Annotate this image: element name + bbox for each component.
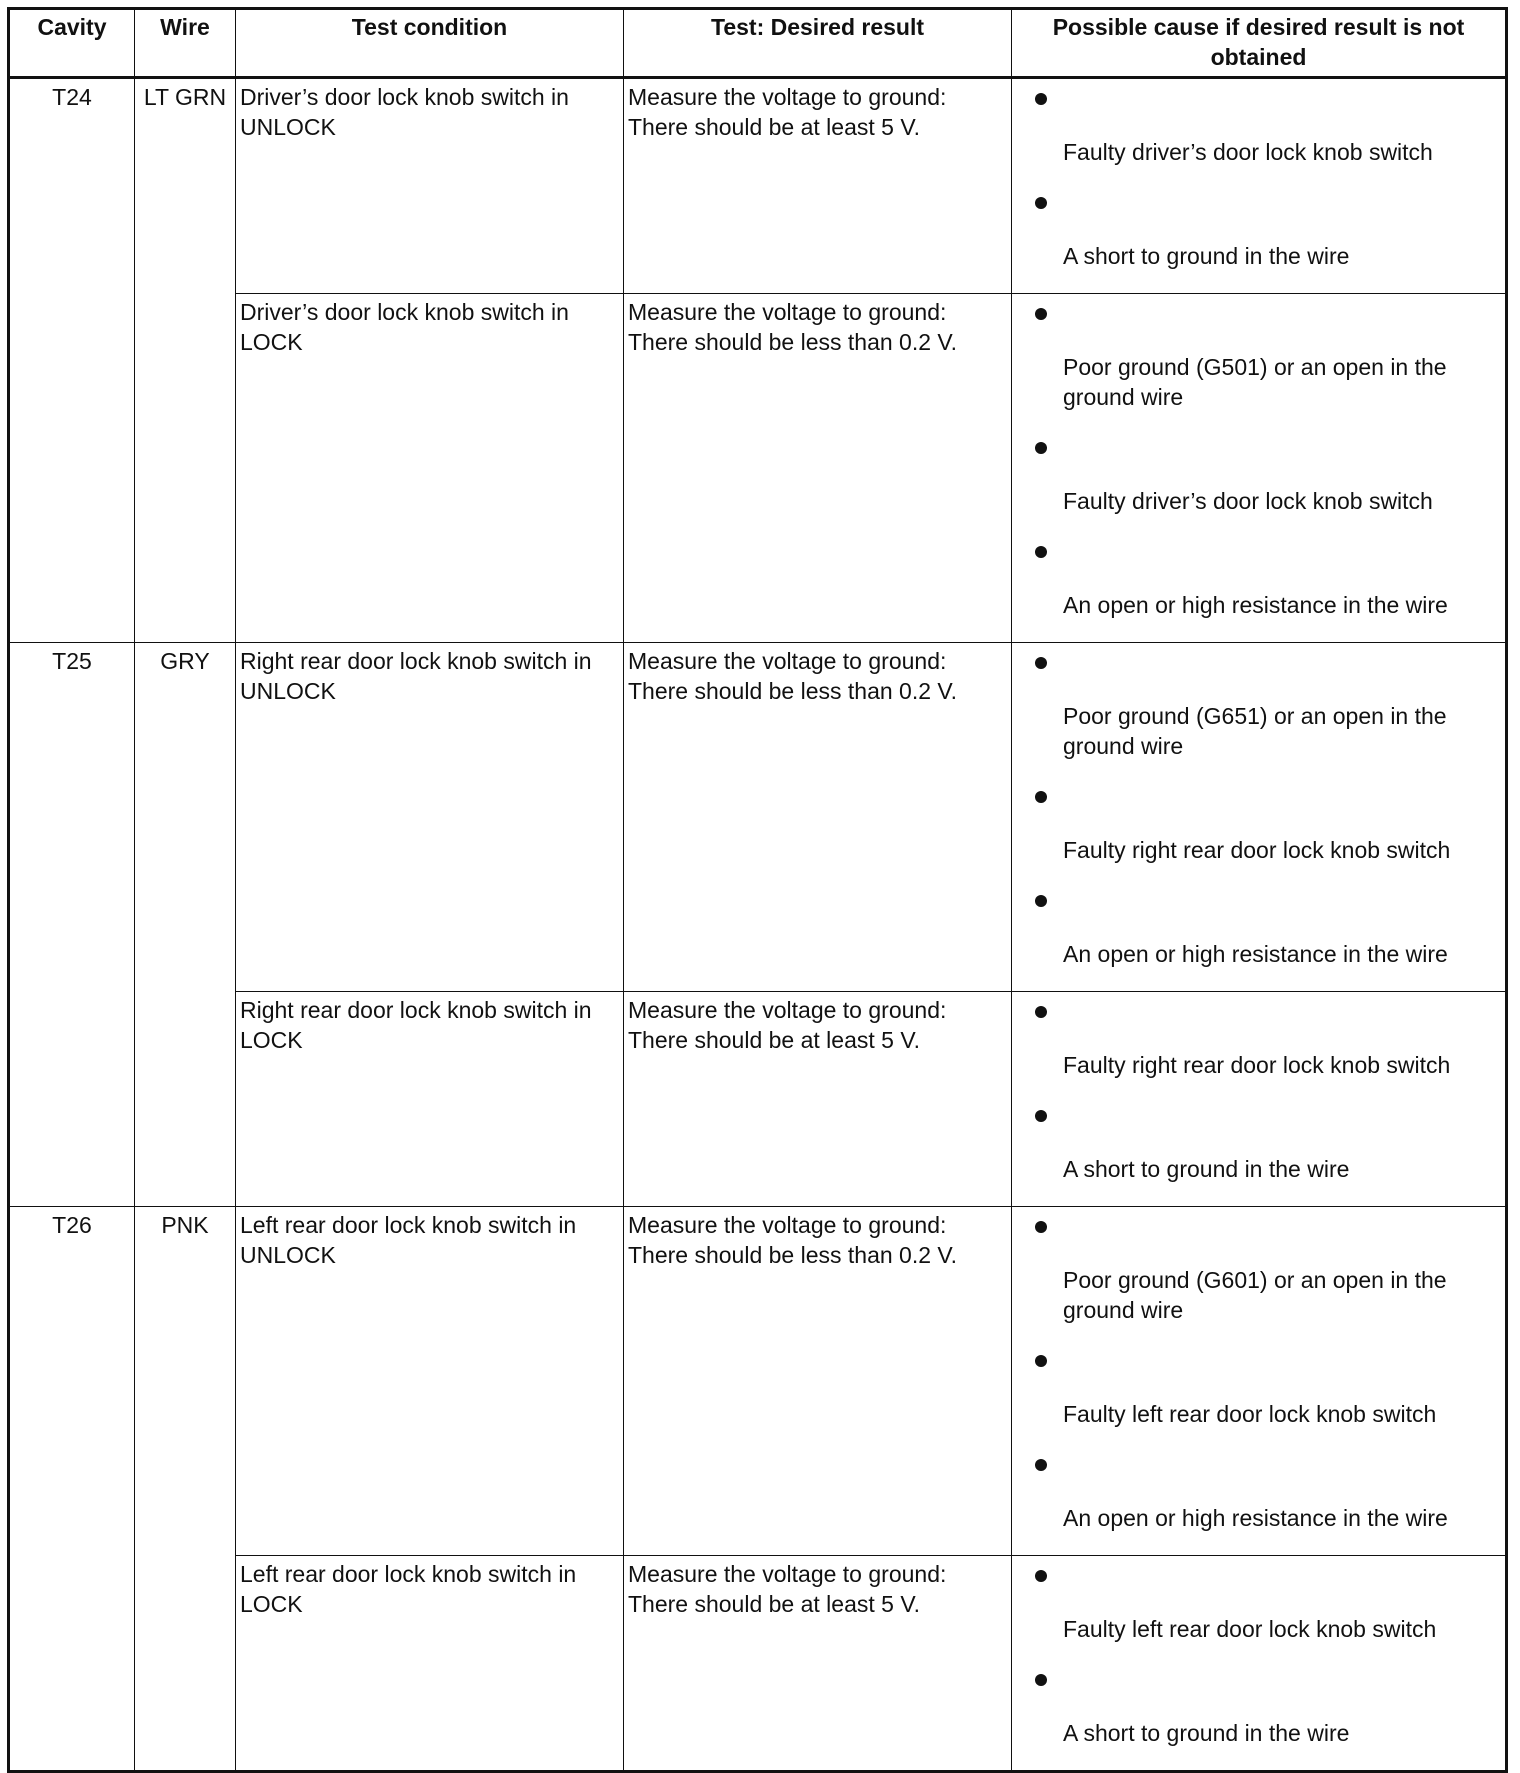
desired-result-cell — [624, 1556, 1012, 1772]
cavity-cell: T26 — [9, 1207, 135, 1772]
result-expected: There should be less than 0.2 V. — [628, 329, 958, 355]
desired-result-cell — [624, 78, 1012, 294]
cavity-cell: T24 — [9, 78, 135, 643]
bullet-icon — [1032, 887, 1495, 913]
cause-item: An open or high resistance in the wire — [1032, 1451, 1495, 1533]
wire-cell: PNK — [135, 1207, 236, 1772]
header-wire: Wire — [135, 9, 236, 78]
cause-item: An open or high resistance in the wire — [1032, 887, 1495, 969]
result-expected: There should be at least 5 V. — [628, 114, 920, 140]
bullet-icon — [1032, 300, 1495, 326]
cause-item: Faulty left rear door lock knob switch — [1032, 1347, 1495, 1429]
bullet-icon — [1032, 189, 1495, 215]
bullet-icon — [1032, 1666, 1495, 1692]
desired-result-cell — [624, 643, 1012, 992]
result-expected: There should be at least 5 V. — [628, 1591, 920, 1617]
possible-cause-cell — [1012, 1556, 1507, 1772]
possible-cause-cell — [1012, 992, 1507, 1207]
cause-item: Poor ground (G501) or an open in the ground wire — [1032, 300, 1495, 412]
test-condition-cell: Left rear door lock knob switch in UNLOCK — [236, 1207, 624, 1556]
bullet-icon — [1032, 783, 1495, 809]
cause-item: Faulty driver’s door lock knob switch — [1032, 434, 1495, 516]
header-cavity: Cavity — [9, 9, 135, 78]
bullet-icon — [1032, 538, 1495, 564]
header-possible-cause: Possible cause if desired result is not obtained — [1012, 9, 1507, 78]
bullet-icon — [1032, 998, 1495, 1024]
cavity-cell: T25 — [9, 643, 135, 1207]
bullet-icon — [1032, 1102, 1495, 1128]
test-condition-cell: Driver’s door lock knob switch in UNLOCK — [236, 78, 624, 294]
possible-cause-cell — [1012, 1207, 1507, 1556]
result-expected: There should be less than 0.2 V. — [628, 1242, 958, 1268]
result-instruction: Measure the voltage to ground: — [628, 1212, 947, 1238]
desired-result-cell — [624, 294, 1012, 643]
test-condition-cell: Right rear door lock knob switch in UNLOCK — [236, 643, 624, 992]
cause-item: Faulty left rear door lock knob switch — [1032, 1562, 1495, 1644]
bullet-icon — [1032, 1347, 1495, 1373]
header-desired-result: Test: Desired result — [624, 9, 1012, 78]
result-instruction: Measure the voltage to ground: — [628, 299, 947, 325]
cause-item: Poor ground (G601) or an open in the ground wire — [1032, 1213, 1495, 1325]
cause-item: A short to ground in the wire — [1032, 1666, 1495, 1748]
table-row — [9, 1207, 1507, 1556]
bullet-icon — [1032, 85, 1495, 111]
cause-item: Poor ground (G651) or an open in the ground wire — [1032, 649, 1495, 761]
possible-cause-cell — [1012, 294, 1507, 643]
result-instruction: Measure the voltage to ground: — [628, 84, 947, 110]
cause-item: An open or high resistance in the wire — [1032, 538, 1495, 620]
test-condition-cell: Left rear door lock knob switch in LOCK — [236, 1556, 624, 1772]
wire-cell: GRY — [135, 643, 236, 1207]
result-instruction: Measure the voltage to ground: — [628, 997, 947, 1023]
header-test-condition: Test condition — [236, 9, 624, 78]
bullet-icon — [1032, 434, 1495, 460]
desired-result-cell — [624, 992, 1012, 1207]
result-expected: There should be less than 0.2 V. — [628, 678, 958, 704]
cause-item: Faulty right rear door lock knob switch — [1032, 998, 1495, 1080]
troubleshooting-table — [7, 7, 1508, 1773]
cause-item: A short to ground in the wire — [1032, 1102, 1495, 1184]
possible-cause-cell — [1012, 643, 1507, 992]
desired-result-cell — [624, 1207, 1012, 1556]
test-condition-cell: Right rear door lock knob switch in LOCK — [236, 992, 624, 1207]
table-row — [9, 78, 1507, 294]
bullet-icon — [1032, 1213, 1495, 1239]
table-row — [9, 643, 1507, 992]
result-instruction: Measure the voltage to ground: — [628, 1561, 947, 1587]
header-row — [9, 9, 1507, 78]
bullet-icon — [1032, 649, 1495, 675]
bullet-icon — [1032, 1451, 1495, 1477]
test-condition-cell: Driver’s door lock knob switch in LOCK — [236, 294, 624, 643]
wire-cell: LT GRN — [135, 78, 236, 643]
possible-cause-cell — [1012, 78, 1507, 294]
result-instruction: Measure the voltage to ground: — [628, 648, 947, 674]
cause-item: Faulty right rear door lock knob switch — [1032, 783, 1495, 865]
cause-item: Faulty driver’s door lock knob switch — [1032, 85, 1495, 167]
cause-item: A short to ground in the wire — [1032, 189, 1495, 271]
result-expected: There should be at least 5 V. — [628, 1027, 920, 1053]
bullet-icon — [1032, 1562, 1495, 1588]
